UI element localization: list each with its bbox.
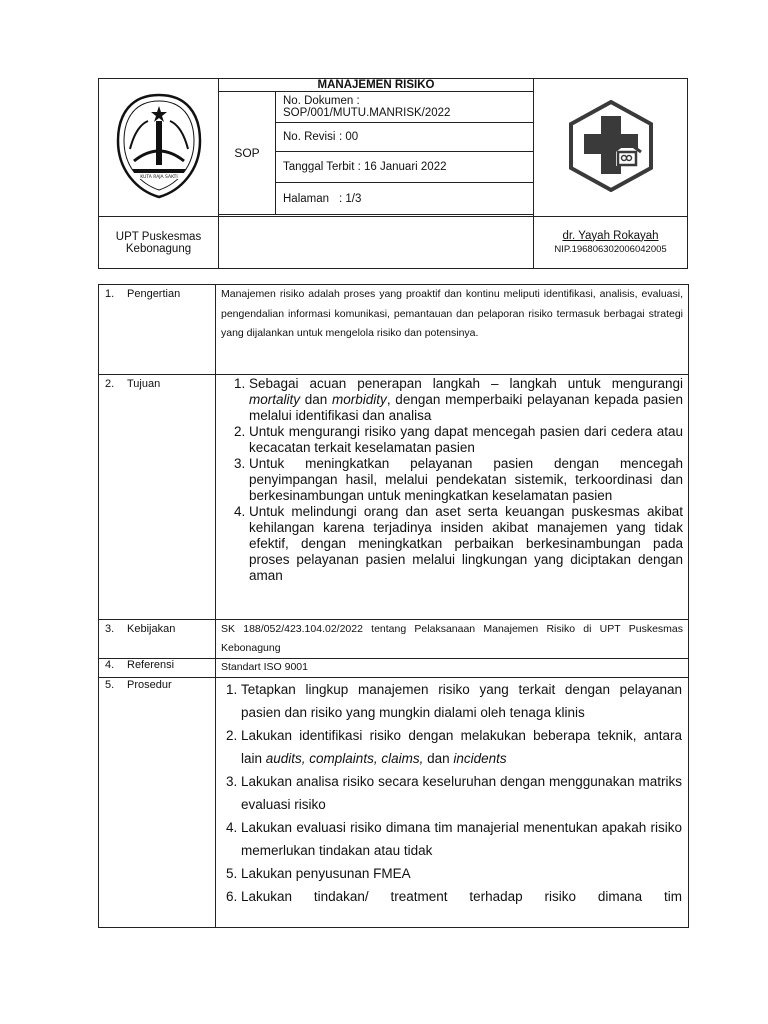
list-item: 3. Lakukan analisa risiko secara keseluruhan dengan menggunakan matriks evaluasi risiko	[241, 770, 682, 816]
list-item: 1. Tetapkan lingkup manajemen risiko yang terkait dengan pelayanan pasien dan risiko yang mungkin dialami oleh tenaga klinis	[241, 678, 682, 724]
tujuan-list-cell	[216, 375, 689, 620]
section-label: 4. Referensi	[99, 659, 216, 678]
section-pengertian	[99, 285, 689, 375]
organization-name-line1: UPT Puskesmas	[115, 230, 202, 243]
list-item: 6. Lakukan tindakan/ treatment terhadap risiko dimana tim	[241, 885, 682, 908]
document-number-value: SOP/001/MUTU.MANRISK/2022	[283, 107, 451, 119]
list-item: 5. Lakukan penyusunan FMEA	[241, 862, 682, 885]
issue-date-label: Tanggal Terbit	[283, 161, 355, 173]
empty-signature-space	[219, 217, 534, 269]
section-kebijakan	[99, 620, 689, 659]
referensi-text: Standart ISO 9001	[216, 659, 689, 678]
health-logo-cell	[534, 79, 688, 217]
signer-nip: NIP.196806302006042005	[554, 243, 667, 255]
signer-name: dr. Yayah Rokayah	[562, 229, 659, 242]
document-number-label: No. Dokumen :	[283, 95, 360, 107]
pengertian-text: Manajemen risiko adalah proses yang proaktif dan kontinu meliputi identifikasi, analisis, evaluasi, pengendalian informasi komunikasi, pemantauan dan pelaporan risiko termasuk berbagai strategi yang dijalankan untuk mengelola risiko dan potensinya.	[216, 285, 689, 375]
list-item: 2. Lakukan identifikasi risiko dengan melakukan beberapa teknik, antara lain audits, complaints, claims, dan incidents	[241, 724, 682, 770]
section-label: 2. Tujuan	[99, 375, 216, 620]
tujuan-list	[222, 376, 683, 584]
section-label: 1. Pengertian	[99, 285, 216, 375]
regency-seal-cell	[99, 79, 219, 217]
section-tujuan	[99, 375, 689, 620]
health-logo-icon	[566, 100, 656, 192]
signer-cell	[534, 217, 688, 269]
section-referensi	[99, 659, 689, 678]
list-item: 4. Lakukan evaluasi risiko dimana tim manajerial menentukan apakah risiko memerlukan tindakan atau tidak	[241, 816, 682, 862]
kebijakan-text: SK 188/052/423.104.02/2022 tentang Pelaksanaan Manajemen Risiko di UPT Puskesmas Kebonagung	[216, 620, 689, 659]
section-label: 3. Kebijakan	[99, 620, 216, 659]
page-label: Halaman	[283, 192, 330, 205]
prosedur-list-cell	[216, 678, 689, 928]
document-number-field	[276, 92, 534, 123]
sop-content-table	[98, 284, 689, 928]
list-item: 4. Untuk melindungi orang dan aset serta keuangan puskesmas akibat kehilangan karena terjadinya insiden akibat manajemen yang tidak efektif, dengan meningkatkan perbaikan berkesinambungan pada proses pelayanan pasien melalui lingkungan yang diciptakan dengan aman	[249, 504, 683, 584]
list-item: 2. Untuk mengurangi risiko yang dapat mencegah pasien dari cedera atau kecacatan terkait keselamatan pasien	[249, 424, 683, 456]
document-title: MANAJEMEN RISIKO	[219, 79, 534, 92]
regency-seal-icon	[114, 91, 204, 201]
sop-header-table	[98, 78, 688, 269]
issue-date-value: : 16 Januari 2022	[357, 161, 447, 173]
seal-motto: KUTA RAJA SAKTI	[139, 175, 178, 180]
list-item: 1. Sebagai acuan penerapan langkah – langkah untuk mengurangi mortality dan morbidity, dengan memperbaiki pelayanan kepada pasien melalui identifikasi dan analisa	[249, 376, 683, 424]
sop-label: SOP	[219, 92, 276, 215]
prosedur-list	[224, 678, 682, 908]
section-prosedur	[99, 678, 689, 928]
issue-date-field	[276, 152, 534, 183]
revision-value: : 00	[339, 131, 359, 143]
revision-label: No. Revisi	[283, 131, 336, 143]
list-item: 3. Untuk meningkatkan pelayanan pasien dengan mencegah penyimpangan hasil, melalui pendekatan sistemik, terkoordinasi dan berkesinambungan untuk meningkatkan keselamatan pasien	[249, 456, 683, 504]
section-label: 5. Prosedur	[99, 678, 216, 928]
organization-name-line2: Kebonagung	[125, 242, 192, 255]
organization-cell	[99, 217, 219, 269]
page-field	[276, 183, 534, 215]
page-value: : 1/3	[339, 192, 362, 205]
revision-field	[276, 123, 534, 152]
